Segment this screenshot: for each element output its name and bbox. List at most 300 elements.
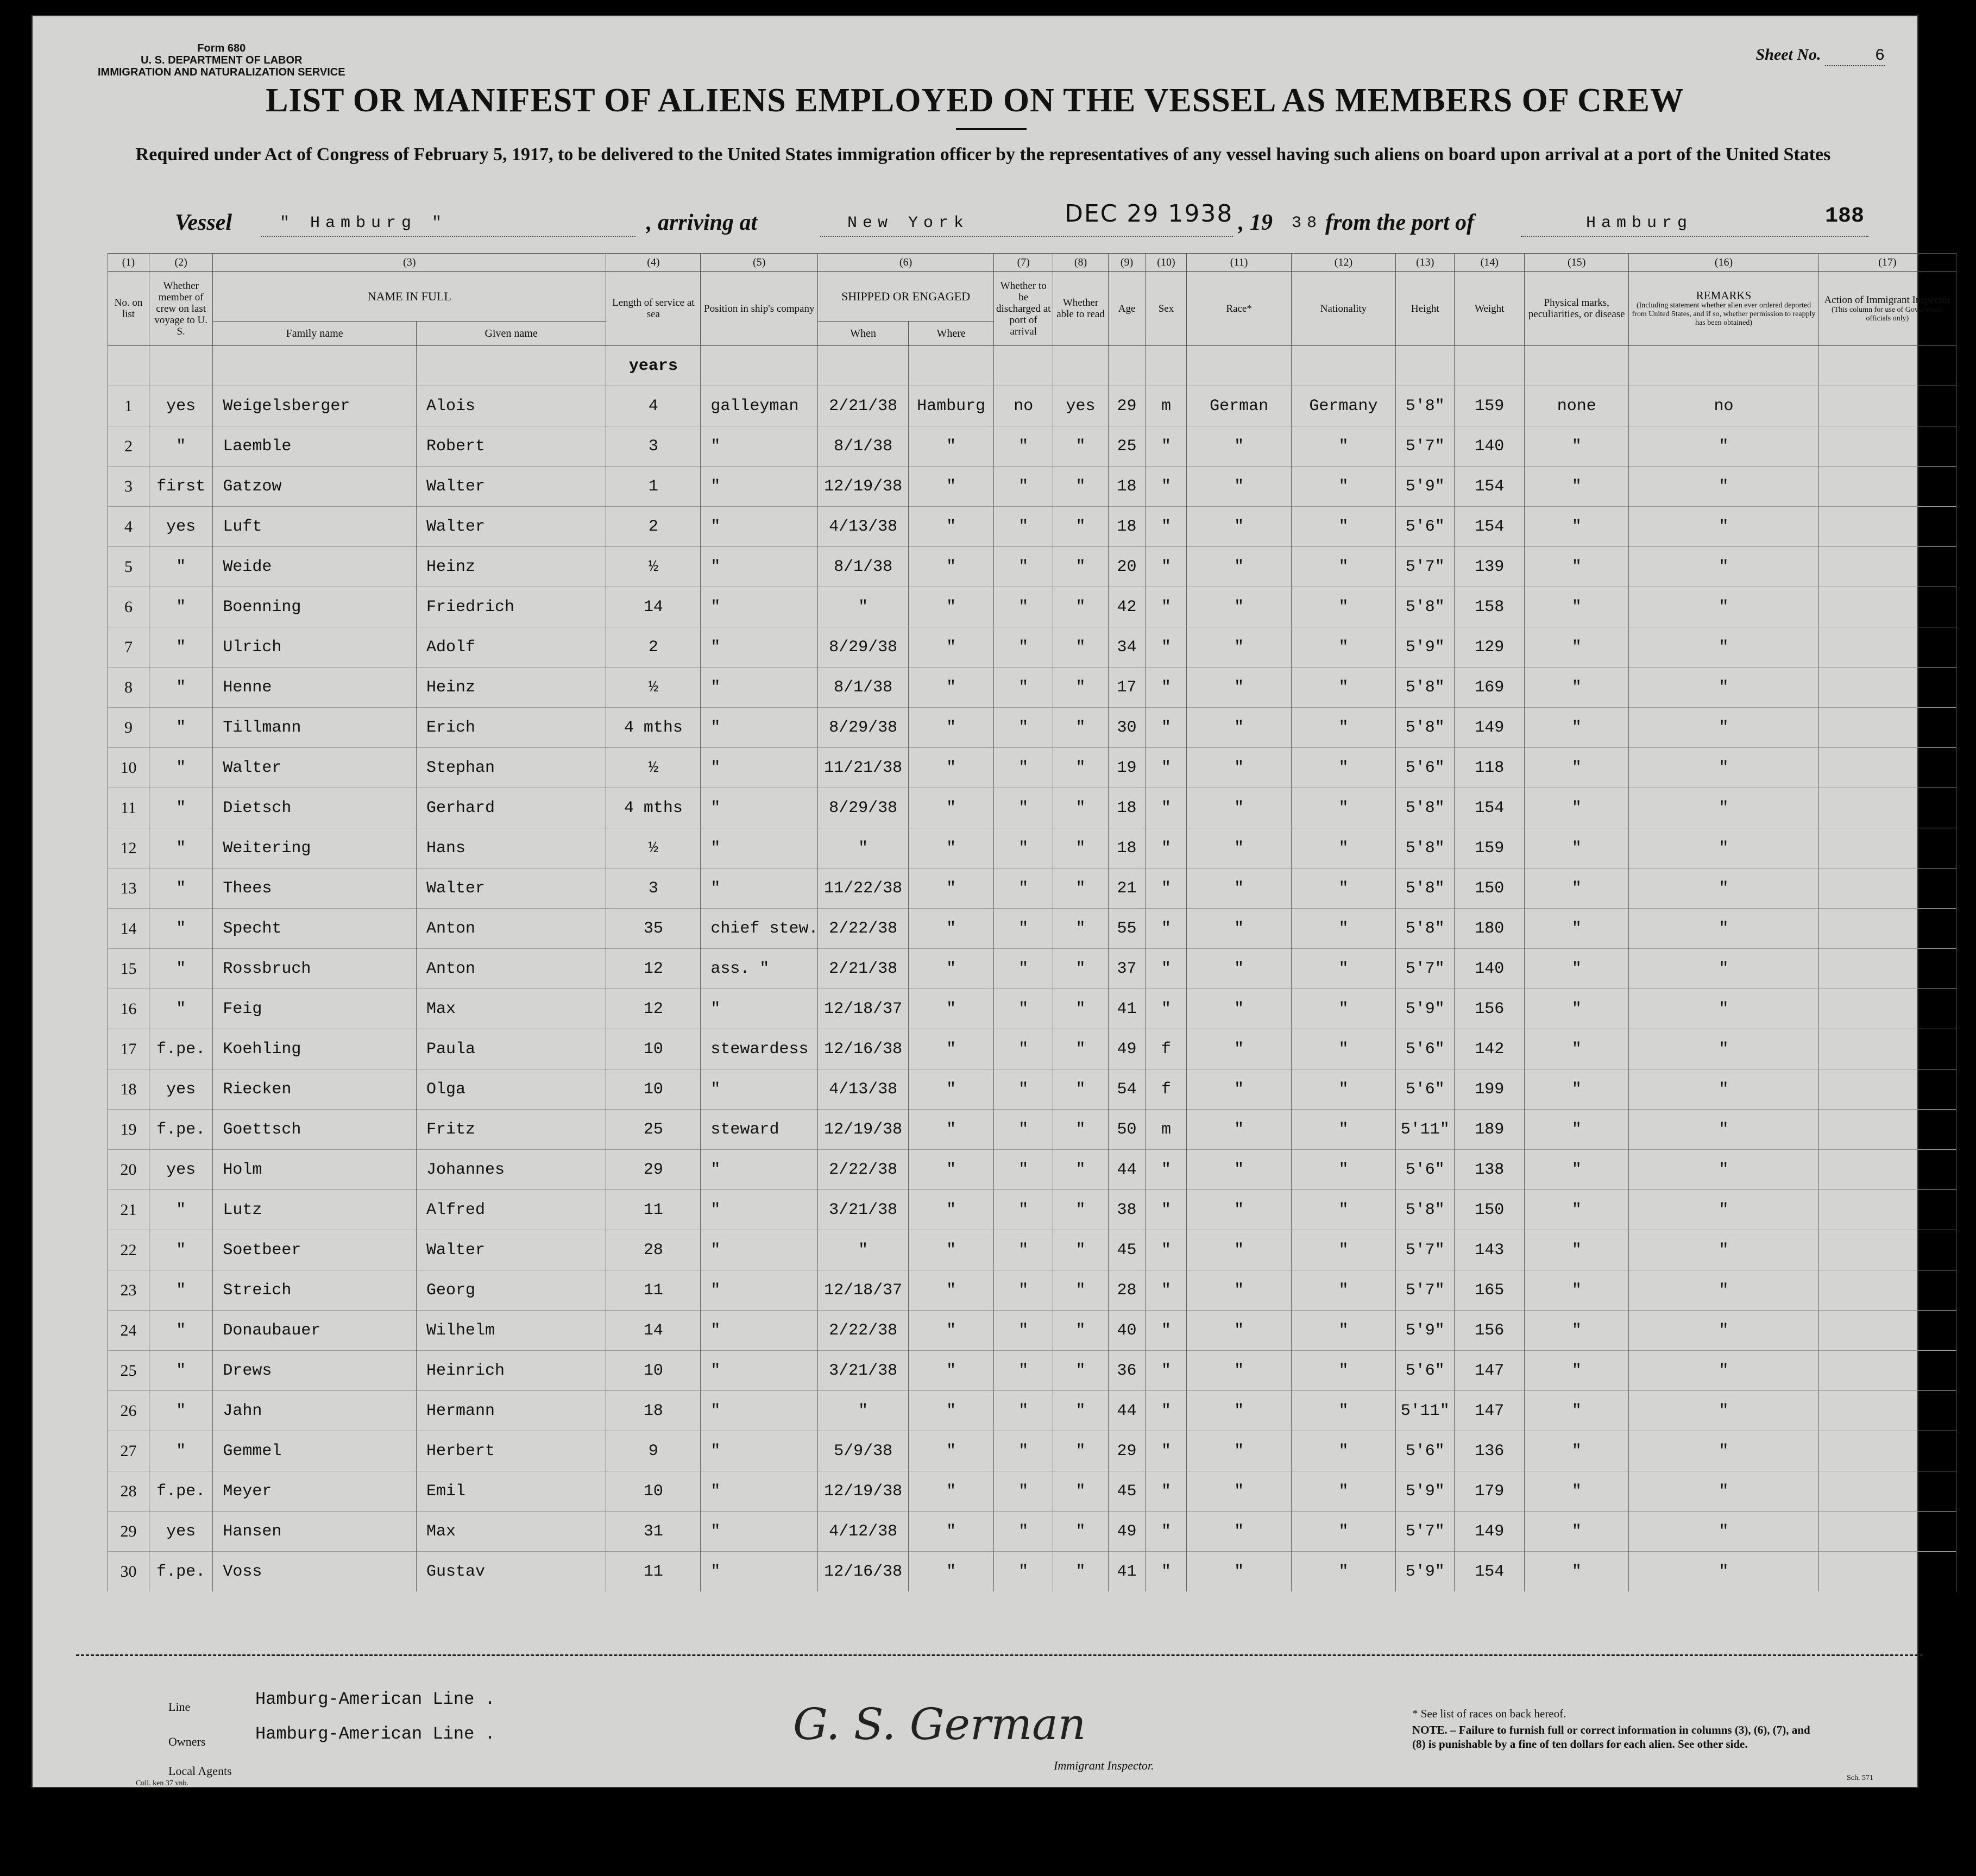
given-name-cell: Max xyxy=(416,1512,606,1552)
height-cell: 5'8" xyxy=(1396,386,1455,426)
col-number: (11) xyxy=(1187,254,1291,272)
able-to-read-cell: " xyxy=(1053,788,1108,828)
age-cell: 38 xyxy=(1108,1190,1146,1230)
physical-marks-cell: " xyxy=(1525,949,1629,989)
discharged-flag-cell: " xyxy=(994,1069,1053,1110)
crew-member-flag-cell: " xyxy=(149,1351,212,1391)
column-number-row xyxy=(108,254,1956,272)
height-cell: 5'6" xyxy=(1396,1150,1455,1190)
sex-cell: " xyxy=(1146,587,1187,627)
shipped-where-cell: " xyxy=(909,708,994,748)
weight-cell: 159 xyxy=(1455,828,1525,868)
nationality-cell: " xyxy=(1291,1069,1395,1110)
ship-position-cell: " xyxy=(701,1431,818,1471)
physical-marks-cell: " xyxy=(1525,1471,1629,1512)
given-name-cell: Heinz xyxy=(416,668,606,708)
family-name-cell: Henne xyxy=(213,668,417,708)
row-number-cell: 19 xyxy=(108,1110,149,1150)
remarks-cell: " xyxy=(1629,1311,1818,1351)
col-number: (7) xyxy=(994,254,1053,272)
years-unit-label: years xyxy=(606,346,701,386)
physical-marks-cell: " xyxy=(1525,1150,1629,1190)
discharged-flag-cell: " xyxy=(994,627,1053,668)
discharged-flag-cell: " xyxy=(994,1270,1053,1311)
crew-member-flag-cell: " xyxy=(149,587,212,627)
service-length-cell: 10 xyxy=(606,1069,701,1110)
age-cell: 20 xyxy=(1108,547,1146,587)
header-family-name: Family name xyxy=(213,322,417,346)
family-name-cell: Gatzow xyxy=(213,467,417,507)
service-length-cell: 12 xyxy=(606,949,701,989)
row-number-cell: 28 xyxy=(108,1471,149,1512)
header-remarks xyxy=(1629,272,1818,346)
table-row xyxy=(108,708,1956,748)
given-name-cell: Alfred xyxy=(416,1190,606,1230)
col-number: (2) xyxy=(149,254,212,272)
row-number-cell: 14 xyxy=(108,909,149,949)
able-to-read-cell: " xyxy=(1053,1431,1108,1471)
service-length-cell: 11 xyxy=(606,1190,701,1230)
races-note: * See list of races on back hereof. xyxy=(1412,1707,1566,1720)
discharged-flag-cell: " xyxy=(994,1391,1053,1431)
table-row xyxy=(108,949,1956,989)
height-cell: 5'9" xyxy=(1396,467,1455,507)
remarks-cell: " xyxy=(1629,1391,1818,1431)
nationality-cell: " xyxy=(1291,1110,1395,1150)
row-number-cell: 5 xyxy=(108,547,149,587)
remarks-title: REMARKS xyxy=(1696,288,1752,302)
discharged-flag-cell: " xyxy=(994,467,1053,507)
physical-marks-cell: " xyxy=(1525,668,1629,708)
row-number-cell: 29 xyxy=(108,1512,149,1552)
physical-marks-cell: " xyxy=(1525,507,1629,547)
given-name-cell: Georg xyxy=(416,1270,606,1311)
shipped-when-cell: 8/29/38 xyxy=(818,627,909,668)
line-label: Line xyxy=(168,1700,191,1714)
table-row xyxy=(108,426,1956,467)
ship-position-cell: ass. " xyxy=(701,949,818,989)
given-name-cell: Fritz xyxy=(416,1110,606,1150)
crew-member-flag-cell: " xyxy=(149,708,212,748)
header-shipped-or-engaged: SHIPPED OR ENGAGED xyxy=(818,272,994,322)
able-to-read-cell: " xyxy=(1053,1351,1108,1391)
table-row xyxy=(108,587,1956,627)
service-length-cell: 3 xyxy=(606,426,701,467)
shipped-when-cell: 2/22/38 xyxy=(818,909,909,949)
height-cell: 5'6" xyxy=(1396,748,1455,788)
race-cell: " xyxy=(1187,1471,1291,1512)
race-cell: " xyxy=(1187,668,1291,708)
race-cell: " xyxy=(1187,1552,1291,1592)
shipped-when-cell: 12/18/37 xyxy=(818,1270,909,1311)
remarks-cell: " xyxy=(1629,627,1818,668)
table-row xyxy=(108,1029,1956,1069)
weight-cell: 179 xyxy=(1455,1471,1525,1512)
nationality-cell: " xyxy=(1291,909,1395,949)
race-cell: " xyxy=(1187,828,1291,868)
physical-marks-cell: " xyxy=(1525,828,1629,868)
row-number-cell: 26 xyxy=(108,1391,149,1431)
nationality-cell: " xyxy=(1291,989,1395,1029)
discharged-flag-cell: " xyxy=(994,547,1053,587)
header-weight: Weight xyxy=(1455,272,1525,346)
race-cell: " xyxy=(1187,507,1291,547)
family-name-cell: Gemmel xyxy=(213,1431,417,1471)
sex-cell: " xyxy=(1146,909,1187,949)
shipped-when-cell: 4/13/38 xyxy=(818,507,909,547)
vessel-line xyxy=(33,200,1917,242)
table-row xyxy=(108,1150,1956,1190)
arriving-port: New York xyxy=(847,214,970,232)
height-cell: 5'11" xyxy=(1396,1391,1455,1431)
given-name-cell: Walter xyxy=(416,868,606,909)
crew-member-flag-cell: " xyxy=(149,627,212,668)
race-cell: " xyxy=(1187,788,1291,828)
row-number-cell: 21 xyxy=(108,1190,149,1230)
remarks-cell: " xyxy=(1629,1110,1818,1150)
physical-marks-cell: " xyxy=(1525,426,1629,467)
ship-position-cell: " xyxy=(701,1391,818,1431)
remarks-cell: " xyxy=(1629,1512,1818,1552)
family-name-cell: Ulrich xyxy=(213,627,417,668)
service-length-cell: 14 xyxy=(606,587,701,627)
ship-position-cell: " xyxy=(701,1512,818,1552)
family-name-cell: Drews xyxy=(213,1351,417,1391)
shipped-where-cell: " xyxy=(909,1311,994,1351)
crew-member-flag-cell: yes xyxy=(149,386,212,426)
given-name-cell: Adolf xyxy=(416,627,606,668)
age-cell: 18 xyxy=(1108,467,1146,507)
inspector-action-cell xyxy=(1818,426,1956,467)
service-length-cell: 1 xyxy=(606,467,701,507)
age-cell: 41 xyxy=(1108,1552,1146,1592)
ship-position-cell: " xyxy=(701,668,818,708)
weight-cell: 147 xyxy=(1455,1351,1525,1391)
physical-marks-cell: " xyxy=(1525,1311,1629,1351)
nationality-cell: " xyxy=(1291,1512,1395,1552)
age-cell: 36 xyxy=(1108,1351,1146,1391)
sex-cell: " xyxy=(1146,1311,1187,1351)
inspector-action-cell xyxy=(1818,788,1956,828)
shipped-when-cell: 4/13/38 xyxy=(818,1069,909,1110)
row-number-cell: 9 xyxy=(108,708,149,748)
remarks-cell: " xyxy=(1629,1190,1818,1230)
physical-marks-cell: " xyxy=(1525,587,1629,627)
weight-cell: 140 xyxy=(1455,426,1525,467)
physical-marks-cell: " xyxy=(1525,788,1629,828)
row-number-cell: 3 xyxy=(108,467,149,507)
able-to-read-cell: " xyxy=(1053,909,1108,949)
shipped-where-cell: " xyxy=(909,627,994,668)
discharged-flag-cell: " xyxy=(994,1351,1053,1391)
discharged-flag-cell: no xyxy=(994,386,1053,426)
action-detail: (This column for use of Government officials only) xyxy=(1832,305,1943,323)
table-row xyxy=(108,1391,1956,1431)
physical-marks-cell: none xyxy=(1525,386,1629,426)
line-value: Hamburg-American Line . xyxy=(255,1689,495,1709)
discharged-flag-cell: " xyxy=(994,426,1053,467)
column-header-row xyxy=(108,272,1956,322)
inspector-action-cell xyxy=(1818,989,1956,1029)
given-name-cell: Hans xyxy=(416,828,606,868)
shipped-where-cell: " xyxy=(909,1150,994,1190)
given-name-cell: Friedrich xyxy=(416,587,606,627)
discharged-flag-cell: " xyxy=(994,989,1053,1029)
height-cell: 5'8" xyxy=(1396,708,1455,748)
department-name: U. S. DEPARTMENT OF LABOR xyxy=(141,54,303,66)
remarks-cell: " xyxy=(1629,868,1818,909)
discharged-flag-cell: " xyxy=(994,1311,1053,1351)
nationality-cell: " xyxy=(1291,467,1395,507)
age-cell: 18 xyxy=(1108,828,1146,868)
race-cell: " xyxy=(1187,1391,1291,1431)
height-cell: 5'7" xyxy=(1396,1230,1455,1270)
age-cell: 44 xyxy=(1108,1150,1146,1190)
crew-member-flag-cell: first xyxy=(149,467,212,507)
shipped-when-cell: 2/22/38 xyxy=(818,1311,909,1351)
race-cell: " xyxy=(1187,1069,1291,1110)
race-cell: " xyxy=(1187,587,1291,627)
table-row xyxy=(108,1190,1956,1230)
sex-cell: " xyxy=(1146,748,1187,788)
table-row xyxy=(108,748,1956,788)
remarks-cell: " xyxy=(1629,949,1818,989)
row-number-cell: 17 xyxy=(108,1029,149,1069)
physical-marks-cell: " xyxy=(1525,1029,1629,1069)
sex-cell: " xyxy=(1146,507,1187,547)
service-length-cell: 10 xyxy=(606,1029,701,1069)
header-shipped-where: Where xyxy=(909,322,994,346)
physical-marks-cell: " xyxy=(1525,708,1629,748)
race-cell: " xyxy=(1187,1351,1291,1391)
shipped-where-cell: " xyxy=(909,547,994,587)
weight-cell: 129 xyxy=(1455,627,1525,668)
height-cell: 5'8" xyxy=(1396,587,1455,627)
age-cell: 50 xyxy=(1108,1110,1146,1150)
age-cell: 21 xyxy=(1108,868,1146,909)
able-to-read-cell: " xyxy=(1053,748,1108,788)
weight-cell: 147 xyxy=(1455,1391,1525,1431)
race-cell: " xyxy=(1187,426,1291,467)
weight-cell: 154 xyxy=(1455,788,1525,828)
able-to-read-cell: " xyxy=(1053,467,1108,507)
discharged-flag-cell: " xyxy=(994,828,1053,868)
race-cell: " xyxy=(1187,868,1291,909)
inspector-action-cell xyxy=(1818,1512,1956,1552)
discharged-flag-cell: " xyxy=(994,1150,1053,1190)
able-to-read-cell: " xyxy=(1053,547,1108,587)
discharged-flag-cell: " xyxy=(994,507,1053,547)
inspector-action-cell xyxy=(1818,1190,1956,1230)
height-cell: 5'9" xyxy=(1396,1552,1455,1592)
nationality-cell: " xyxy=(1291,1431,1395,1471)
arriving-dotted-line xyxy=(820,236,1233,237)
service-length-cell: ½ xyxy=(606,828,701,868)
service-length-cell: 4 xyxy=(606,386,701,426)
crew-member-flag-cell: f.pe. xyxy=(149,1029,212,1069)
shipped-where-cell: " xyxy=(909,828,994,868)
race-cell: " xyxy=(1187,627,1291,668)
physical-marks-cell: " xyxy=(1525,627,1629,668)
shipped-when-cell: 8/1/38 xyxy=(818,668,909,708)
height-cell: 5'6" xyxy=(1396,1351,1455,1391)
discharged-flag-cell: " xyxy=(994,748,1053,788)
physical-marks-cell: " xyxy=(1525,1270,1629,1311)
given-name-cell: Wilhelm xyxy=(416,1311,606,1351)
header-race: Race* xyxy=(1187,272,1291,346)
shipped-where-cell: " xyxy=(909,1190,994,1230)
service-length-cell: 35 xyxy=(606,909,701,949)
col-number: (8) xyxy=(1053,254,1108,272)
nationality-cell: " xyxy=(1291,1029,1395,1069)
sex-cell: " xyxy=(1146,426,1187,467)
inspector-action-cell xyxy=(1818,1230,1956,1270)
race-cell: " xyxy=(1187,949,1291,989)
sheet-number-value: 6 xyxy=(1825,47,1885,66)
able-to-read-cell: " xyxy=(1053,1512,1108,1552)
schedule-code: Sch. 571 xyxy=(1847,1774,1873,1782)
able-to-read-cell: " xyxy=(1053,507,1108,547)
remarks-cell: " xyxy=(1629,1150,1818,1190)
shipped-where-cell: " xyxy=(909,748,994,788)
age-cell: 18 xyxy=(1108,507,1146,547)
family-name-cell: Streich xyxy=(213,1270,417,1311)
shipped-when-cell: 8/1/38 xyxy=(818,426,909,467)
race-cell: " xyxy=(1187,1311,1291,1351)
race-cell: " xyxy=(1187,1230,1291,1270)
given-name-cell: Heinz xyxy=(416,547,606,587)
able-to-read-cell: " xyxy=(1053,587,1108,627)
row-number-cell: 23 xyxy=(108,1270,149,1311)
sheet-number xyxy=(1756,46,1885,66)
col-number: (16) xyxy=(1629,254,1818,272)
table-row xyxy=(108,1471,1956,1512)
table-row xyxy=(108,868,1956,909)
service-length-cell: 12 xyxy=(606,989,701,1029)
inspector-action-cell xyxy=(1818,507,1956,547)
given-name-cell: Olga xyxy=(416,1069,606,1110)
family-name-cell: Weigelsberger xyxy=(213,386,417,426)
shipped-where-cell: " xyxy=(909,1552,994,1592)
service-length-cell: 11 xyxy=(606,1552,701,1592)
crew-member-flag-cell: " xyxy=(149,949,212,989)
remarks-cell: " xyxy=(1629,1270,1818,1311)
remarks-cell: " xyxy=(1629,989,1818,1029)
inspector-action-cell xyxy=(1818,868,1956,909)
family-name-cell: Walter xyxy=(213,748,417,788)
col-number: (6) xyxy=(818,254,994,272)
ship-position-cell: " xyxy=(701,507,818,547)
sex-cell: f xyxy=(1146,1029,1187,1069)
physical-marks-cell: " xyxy=(1525,1512,1629,1552)
shipped-when-cell: " xyxy=(818,1391,909,1431)
family-name-cell: Dietsch xyxy=(213,788,417,828)
nationality-cell: " xyxy=(1291,627,1395,668)
family-name-cell: Voss xyxy=(213,1552,417,1592)
service-length-cell: 2 xyxy=(606,627,701,668)
service-length-cell: ½ xyxy=(606,547,701,587)
row-number-cell: 18 xyxy=(108,1069,149,1110)
ship-position-cell: " xyxy=(701,627,818,668)
col-number: (17) xyxy=(1818,254,1956,272)
physical-marks-cell: " xyxy=(1525,1190,1629,1230)
able-to-read-cell: yes xyxy=(1053,386,1108,426)
able-to-read-cell: " xyxy=(1053,1150,1108,1190)
nationality-cell: " xyxy=(1291,1351,1395,1391)
table-row xyxy=(108,1512,1956,1552)
nationality-cell: " xyxy=(1291,668,1395,708)
sex-cell: " xyxy=(1146,1512,1187,1552)
ship-position-cell: " xyxy=(701,989,818,1029)
given-name-cell: Stephan xyxy=(416,748,606,788)
family-name-cell: Soetbeer xyxy=(213,1230,417,1270)
nationality-cell: " xyxy=(1291,748,1395,788)
weight-cell: 150 xyxy=(1455,1190,1525,1230)
row-number-cell: 7 xyxy=(108,627,149,668)
header-able-to-read: Whether able to read xyxy=(1053,272,1108,346)
col-number: (9) xyxy=(1108,254,1146,272)
age-cell: 37 xyxy=(1108,949,1146,989)
shipped-where-cell: " xyxy=(909,467,994,507)
height-cell: 5'7" xyxy=(1396,1512,1455,1552)
nationality-cell: " xyxy=(1291,708,1395,748)
row-number-cell: 30 xyxy=(108,1552,149,1592)
col-number: (5) xyxy=(701,254,818,272)
nationality-cell: " xyxy=(1291,1311,1395,1351)
sex-cell: " xyxy=(1146,627,1187,668)
shipped-when-cell: 2/21/38 xyxy=(818,386,909,426)
nationality-cell: " xyxy=(1291,1270,1395,1311)
row-number-cell: 10 xyxy=(108,748,149,788)
service-length-cell: 10 xyxy=(606,1351,701,1391)
remarks-cell: " xyxy=(1629,748,1818,788)
ship-position-cell: " xyxy=(701,467,818,507)
crew-member-flag-cell: " xyxy=(149,868,212,909)
owners-label: Owners xyxy=(168,1735,206,1748)
row-number-cell: 13 xyxy=(108,868,149,909)
family-name-cell: Meyer xyxy=(213,1471,417,1512)
physical-marks-cell: " xyxy=(1525,909,1629,949)
inspector-action-cell xyxy=(1818,1351,1956,1391)
shipped-where-cell: " xyxy=(909,989,994,1029)
given-name-cell: Erich xyxy=(416,708,606,748)
physical-marks-cell: " xyxy=(1525,748,1629,788)
shipped-where-cell: Hamburg xyxy=(909,386,994,426)
family-name-cell: Donaubauer xyxy=(213,1311,417,1351)
nationality-cell: " xyxy=(1291,547,1395,587)
table-row xyxy=(108,507,1956,547)
race-cell: " xyxy=(1187,1270,1291,1311)
age-cell: 17 xyxy=(1108,668,1146,708)
sex-cell: " xyxy=(1146,1150,1187,1190)
height-cell: 5'9" xyxy=(1396,627,1455,668)
height-cell: 5'6" xyxy=(1396,507,1455,547)
physical-marks-cell: " xyxy=(1525,467,1629,507)
shipped-when-cell: " xyxy=(818,587,909,627)
inspector-action-cell xyxy=(1818,748,1956,788)
years-unit-row xyxy=(108,346,1956,386)
ship-position-cell: steward xyxy=(701,1110,818,1150)
shipped-where-cell: " xyxy=(909,1029,994,1069)
able-to-read-cell: " xyxy=(1053,1110,1108,1150)
sex-cell: m xyxy=(1146,1110,1187,1150)
arriving-label: , arriving at xyxy=(646,210,758,235)
discharged-flag-cell: " xyxy=(994,1190,1053,1230)
nationality-cell: Germany xyxy=(1291,386,1395,426)
able-to-read-cell: " xyxy=(1053,828,1108,868)
family-name-cell: Weitering xyxy=(213,828,417,868)
discharged-flag-cell: " xyxy=(994,868,1053,909)
